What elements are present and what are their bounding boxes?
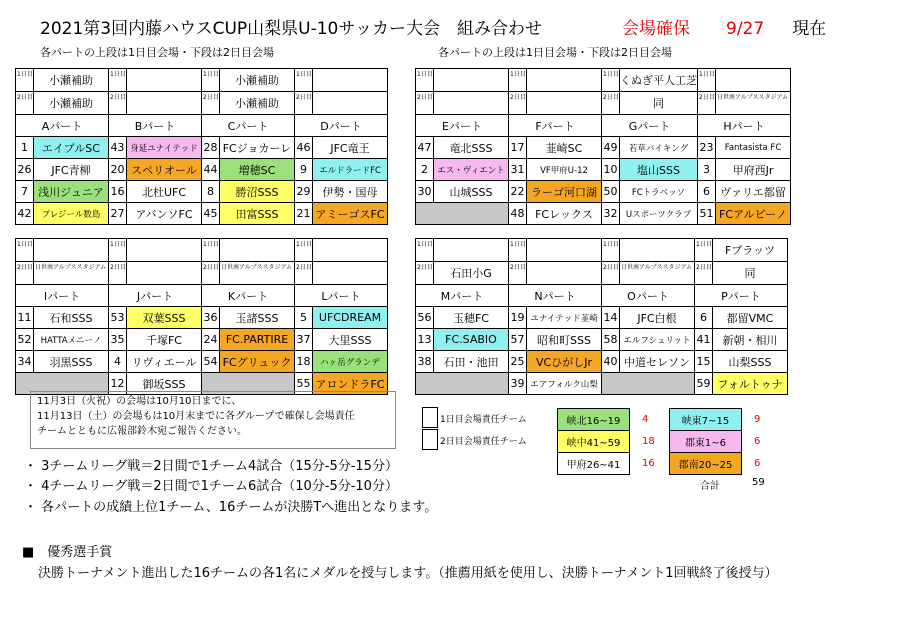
page-title: 2021第3回内藤ハウスCUP山梨県U-10サッカー大会 組み合わせ xyxy=(40,19,543,39)
total-label: 合計 xyxy=(700,481,720,492)
venue-name: 小瀬補助 xyxy=(34,92,109,115)
status-label: 会場確保 xyxy=(622,19,690,39)
team-number: 4 xyxy=(109,351,127,373)
team-number: 45 xyxy=(202,203,220,225)
status-text xyxy=(622,14,826,39)
team-name: 中道セレソン xyxy=(620,351,695,373)
venue-name xyxy=(34,239,109,262)
venue-name xyxy=(313,69,388,92)
team-name: プレジール数島 xyxy=(34,203,109,225)
team-name: 羽黒SSS xyxy=(34,351,109,373)
team-number: 7 xyxy=(16,181,34,203)
team-name: 伊勢・国母 xyxy=(313,181,388,203)
award-body: 決勝トーナメント進出した16チームの各1名にメダルを授与します。（推薦用紙を使用し、決勝トーナメント1回戦終了後授与） xyxy=(38,566,778,581)
team-number: 57 xyxy=(509,329,527,351)
day-label: 1日目 xyxy=(509,239,527,262)
venue-name: 日世南アルプススタジアム xyxy=(34,262,109,285)
day-label: 1日目 xyxy=(416,239,434,262)
team-number: 23 xyxy=(698,137,716,159)
empty-slot xyxy=(416,203,509,225)
venue-name xyxy=(313,239,388,262)
team-name: FCジョカーレ xyxy=(220,137,295,159)
part-header: Aパート xyxy=(16,115,109,137)
team-number: 55 xyxy=(295,373,313,395)
team-number: 32 xyxy=(602,203,620,225)
team-number: 46 xyxy=(295,137,313,159)
team-name: 勝沼SSS xyxy=(220,181,295,203)
legend-box-day1 xyxy=(422,407,438,428)
team-name: FCレックス xyxy=(527,203,602,225)
day-label: 1日目 xyxy=(202,239,220,262)
team-number: 48 xyxy=(509,203,527,225)
team-name: 双葉SSS xyxy=(127,307,202,329)
team-number: 11 xyxy=(16,307,34,329)
day-label: 2日目 xyxy=(416,262,434,285)
team-name: エルフシュリット xyxy=(620,329,695,351)
team-number: 6 xyxy=(695,307,713,329)
day-label: 1日目 xyxy=(109,69,127,92)
team-number: 18 xyxy=(295,351,313,373)
team-name: 若草バイキング xyxy=(620,137,698,159)
venue-name xyxy=(127,239,202,262)
team-number: 3 xyxy=(698,159,716,181)
team-name: VF甲府U-12 xyxy=(527,159,602,181)
team-number: 1 xyxy=(16,137,34,159)
day-label: 2日目 xyxy=(416,92,434,115)
venue-name xyxy=(434,92,509,115)
day-label: 2日目 xyxy=(109,262,127,285)
team-number: 28 xyxy=(202,137,220,159)
part-block-table xyxy=(15,68,388,225)
part-header: Eパート xyxy=(416,115,509,137)
team-name: FCグリュック xyxy=(220,351,295,373)
part-header: Pパート xyxy=(695,285,788,307)
team-number: 20 xyxy=(109,159,127,181)
summary-count: 4 xyxy=(642,414,649,425)
day-label: 2日目 xyxy=(202,92,220,115)
team-number: 53 xyxy=(109,307,127,329)
team-name: 玉諸SSS xyxy=(220,307,295,329)
day-label: 2日目 xyxy=(695,262,713,285)
venue-name: 同 xyxy=(713,262,788,285)
team-name: JFC青柳 xyxy=(34,159,109,181)
team-name: 北杜UFC xyxy=(127,181,202,203)
summary-table xyxy=(557,408,782,475)
day-label: 2日目 xyxy=(509,262,527,285)
day-label: 1日目 xyxy=(109,239,127,262)
team-name: JFC白根 xyxy=(620,307,695,329)
team-name: 昭和町SSS xyxy=(527,329,602,351)
summary-region: 峡北16~19 xyxy=(558,409,630,431)
day-label: 1日目 xyxy=(416,69,434,92)
team-number: 58 xyxy=(602,329,620,351)
part-header: Lパート xyxy=(295,285,388,307)
team-number: 21 xyxy=(295,203,313,225)
team-number: 38 xyxy=(416,351,434,373)
team-number: 54 xyxy=(202,351,220,373)
venue-name: 日世南アルプススタジアム xyxy=(220,262,295,285)
team-number: 50 xyxy=(602,181,620,203)
team-number: 30 xyxy=(416,181,434,203)
day-label: 1日目 xyxy=(295,69,313,92)
team-name: Fantasista FC xyxy=(716,137,791,159)
empty-slot xyxy=(416,373,509,395)
team-name: 増穂SC xyxy=(220,159,295,181)
venue-name: 小瀬補助 xyxy=(34,69,109,92)
legend-box-day2 xyxy=(422,429,438,450)
summary-region: 郡東1~6 xyxy=(670,431,742,453)
summary-count: 16 xyxy=(642,458,655,469)
day-label: 1日目 xyxy=(16,239,34,262)
status-date: 9/27 xyxy=(726,19,765,39)
team-name: スペリオール xyxy=(127,159,202,181)
rule-line: ・ 3チームリーグ戦＝2日間で1チーム4試合（15分-5分-15分） xyxy=(24,459,398,474)
team-name: JFC竜王 xyxy=(313,137,388,159)
day-label: 2日目 xyxy=(602,262,620,285)
team-number: 31 xyxy=(509,159,527,181)
team-number: 42 xyxy=(16,203,34,225)
team-name: Uスポーツクラブ xyxy=(620,203,698,225)
team-name: ユナイテッド韮崎 xyxy=(527,307,602,329)
part-header: Iパート xyxy=(16,285,109,307)
team-number: 36 xyxy=(202,307,220,329)
summary-count: 18 xyxy=(642,436,655,447)
team-name: ハヶ岳グランデ xyxy=(313,351,388,373)
team-name: FCアルピーノ xyxy=(716,203,791,225)
venue-name xyxy=(220,239,295,262)
team-name: 御坂SSS xyxy=(127,373,202,395)
venue-name xyxy=(716,69,791,92)
team-name: VCひがしJr xyxy=(527,351,602,373)
notice-box xyxy=(30,391,396,449)
day-label: 1日目 xyxy=(16,69,34,92)
team-name: アロンドラFC xyxy=(313,373,388,395)
note-left: 各パートの上段は1日目会場・下段は2日目会場 xyxy=(40,46,274,59)
team-name: エイブルSC xyxy=(34,137,109,159)
team-number: 26 xyxy=(16,159,34,181)
team-number: 19 xyxy=(509,307,527,329)
summary-region: 郡南20~25 xyxy=(670,453,742,475)
summary-region: 峡東7~15 xyxy=(670,409,742,431)
team-number: 13 xyxy=(416,329,434,351)
day-label: 1日目 xyxy=(602,239,620,262)
part-header: Mパート xyxy=(416,285,509,307)
venue-name xyxy=(527,69,602,92)
day-label: 1日目 xyxy=(509,69,527,92)
rule-line: ・ 4チームリーグ戦＝2日間で1チーム6試合（10分-5分-10分） xyxy=(24,479,398,494)
legend-day1: 1日目会場責任チーム xyxy=(440,415,527,425)
day-label: 2日目 xyxy=(698,92,716,115)
venue-name: 小瀬補助 xyxy=(220,69,295,92)
team-number: 52 xyxy=(16,329,34,351)
team-name: 塩山SSS xyxy=(620,159,698,181)
day-label: 2日目 xyxy=(202,262,220,285)
venue-name: Fブラッツ xyxy=(713,239,788,262)
venue-name: 石田小G xyxy=(434,262,509,285)
team-name: 石田・池田 xyxy=(434,351,509,373)
venue-name: 日世南アルプススタジアム xyxy=(716,92,791,115)
team-number: 15 xyxy=(695,351,713,373)
venue-name xyxy=(527,239,602,262)
day-label: 1日目 xyxy=(602,69,620,92)
team-number: 37 xyxy=(295,329,313,351)
part-header: Bパート xyxy=(109,115,202,137)
venue-name xyxy=(127,69,202,92)
day-label: 1日目 xyxy=(698,69,716,92)
team-name: 石和SSS xyxy=(34,307,109,329)
team-name: アバンソFC xyxy=(127,203,202,225)
team-number: 29 xyxy=(295,181,313,203)
summary-region: 甲府26~41 xyxy=(558,453,630,475)
team-name: アミーゴスFC xyxy=(313,203,388,225)
team-name: エアフォルク山梨 xyxy=(527,373,602,395)
team-number: 9 xyxy=(295,159,313,181)
team-name: 新朝・相川 xyxy=(713,329,788,351)
venue-name: 小瀬補助 xyxy=(220,92,295,115)
venue-name xyxy=(127,92,202,115)
notice-line: 11月3日（火祝）の会場は10月10日までに、 xyxy=(37,396,242,407)
team-name: 玉穂FC xyxy=(434,307,509,329)
team-number: 44 xyxy=(202,159,220,181)
team-number: 51 xyxy=(698,203,716,225)
day-label: 2日目 xyxy=(509,92,527,115)
day-label: 1日目 xyxy=(202,69,220,92)
team-number: 8 xyxy=(202,181,220,203)
team-name: 田富SSS xyxy=(220,203,295,225)
team-number: 22 xyxy=(509,181,527,203)
team-name: 韮崎SC xyxy=(527,137,602,159)
part-header: Dパート xyxy=(295,115,388,137)
day-label: 1日目 xyxy=(695,239,713,262)
status-now: 現在 xyxy=(792,19,827,39)
team-number: 24 xyxy=(202,329,220,351)
team-name: エス・ヴィエント xyxy=(434,159,509,181)
venue-name xyxy=(527,92,602,115)
summary-count: 6 xyxy=(754,458,761,469)
summary-count: 6 xyxy=(754,436,761,447)
team-number: 12 xyxy=(109,373,127,395)
notice-line: 11月13日（土）の会場もは10月末までに各グループで確保し会場責任 xyxy=(37,411,355,422)
day-label: 2日目 xyxy=(16,92,34,115)
team-number: 27 xyxy=(109,203,127,225)
empty-slot xyxy=(602,373,695,395)
part-block-table xyxy=(15,238,388,395)
team-name: ヴァリエ都留 xyxy=(716,181,791,203)
team-number: 5 xyxy=(295,307,313,329)
venue-name xyxy=(313,262,388,285)
team-name: エルドラードFC xyxy=(313,159,388,181)
part-header: Fパート xyxy=(509,115,602,137)
team-number: 17 xyxy=(509,137,527,159)
team-name: 竜北SSS xyxy=(434,137,509,159)
team-number: 10 xyxy=(602,159,620,181)
venue-name xyxy=(313,92,388,115)
team-name: 都留VMC xyxy=(713,307,788,329)
part-header: Hパート xyxy=(698,115,791,137)
venue-name: 日世南アルプススタジアム xyxy=(620,262,695,285)
venue-name xyxy=(620,239,695,262)
day-label: 1日目 xyxy=(295,239,313,262)
part-header: Cパート xyxy=(202,115,295,137)
team-name: ラーゴ河口湖 xyxy=(527,181,602,203)
summary-count: 9 xyxy=(754,414,761,425)
part-header: Gパート xyxy=(602,115,698,137)
team-name: 山梨SSS xyxy=(713,351,788,373)
day-label: 2日目 xyxy=(109,92,127,115)
team-number: 14 xyxy=(602,307,620,329)
legend-day2: 2日目会場責任チーム xyxy=(440,437,527,447)
team-name: FC.PARTIRE xyxy=(220,329,295,351)
team-name: リヴィエール xyxy=(127,351,202,373)
team-name: FCトラベッソ xyxy=(620,181,698,203)
team-number: 34 xyxy=(16,351,34,373)
team-number: 39 xyxy=(509,373,527,395)
summary-region: 峡中41~59 xyxy=(558,431,630,453)
total-value: 59 xyxy=(752,477,765,488)
team-name: 大里SSS xyxy=(313,329,388,351)
team-number: 41 xyxy=(695,329,713,351)
team-name: FC.SABIO xyxy=(434,329,509,351)
team-number: 16 xyxy=(109,181,127,203)
venue-name xyxy=(127,262,202,285)
part-header: Nパート xyxy=(509,285,602,307)
team-name: 山城SSS xyxy=(434,181,509,203)
day-label: 2日目 xyxy=(295,92,313,115)
team-name: フォルトゥナ xyxy=(713,373,788,395)
venue-name: 同 xyxy=(620,92,698,115)
team-number: 2 xyxy=(416,159,434,181)
team-name: 身延ユナイテッド xyxy=(127,137,202,159)
team-number: 25 xyxy=(509,351,527,373)
team-name: HATTAメニーノ xyxy=(34,329,109,351)
venue-name xyxy=(434,69,509,92)
team-number: 43 xyxy=(109,137,127,159)
part-header: Jパート xyxy=(109,285,202,307)
team-number: 35 xyxy=(109,329,127,351)
award-heading: ■ 優秀選手賞 xyxy=(22,545,113,560)
note-right: 各パートの上段は1日目会場・下段は2日目会場 xyxy=(438,46,672,59)
team-number: 6 xyxy=(698,181,716,203)
team-name: 千塚FC xyxy=(127,329,202,351)
part-block-table xyxy=(415,68,791,225)
team-name: UFCDREAM xyxy=(313,307,388,329)
venue-name: くぬぎ平人工芝 xyxy=(620,69,698,92)
rule-line: ・ 各パートの成績上位1チーム、16チームが決勝Tへ進出となります。 xyxy=(24,500,438,515)
day-label: 2日目 xyxy=(16,262,34,285)
part-header: Oパート xyxy=(602,285,695,307)
part-block-table xyxy=(415,238,788,395)
team-number: 47 xyxy=(416,137,434,159)
team-number: 59 xyxy=(695,373,713,395)
team-name: 浅川ジュニア xyxy=(34,181,109,203)
venue-name xyxy=(527,262,602,285)
team-name: 甲府西Jr xyxy=(716,159,791,181)
part-header: Kパート xyxy=(202,285,295,307)
venue-name xyxy=(434,239,509,262)
team-number: 40 xyxy=(602,351,620,373)
team-number: 49 xyxy=(602,137,620,159)
day-label: 2日目 xyxy=(295,262,313,285)
notice-line: チームとともに広報部鈴木宛ご報告ください。 xyxy=(37,426,247,437)
team-number: 56 xyxy=(416,307,434,329)
day-label: 2日目 xyxy=(602,92,620,115)
